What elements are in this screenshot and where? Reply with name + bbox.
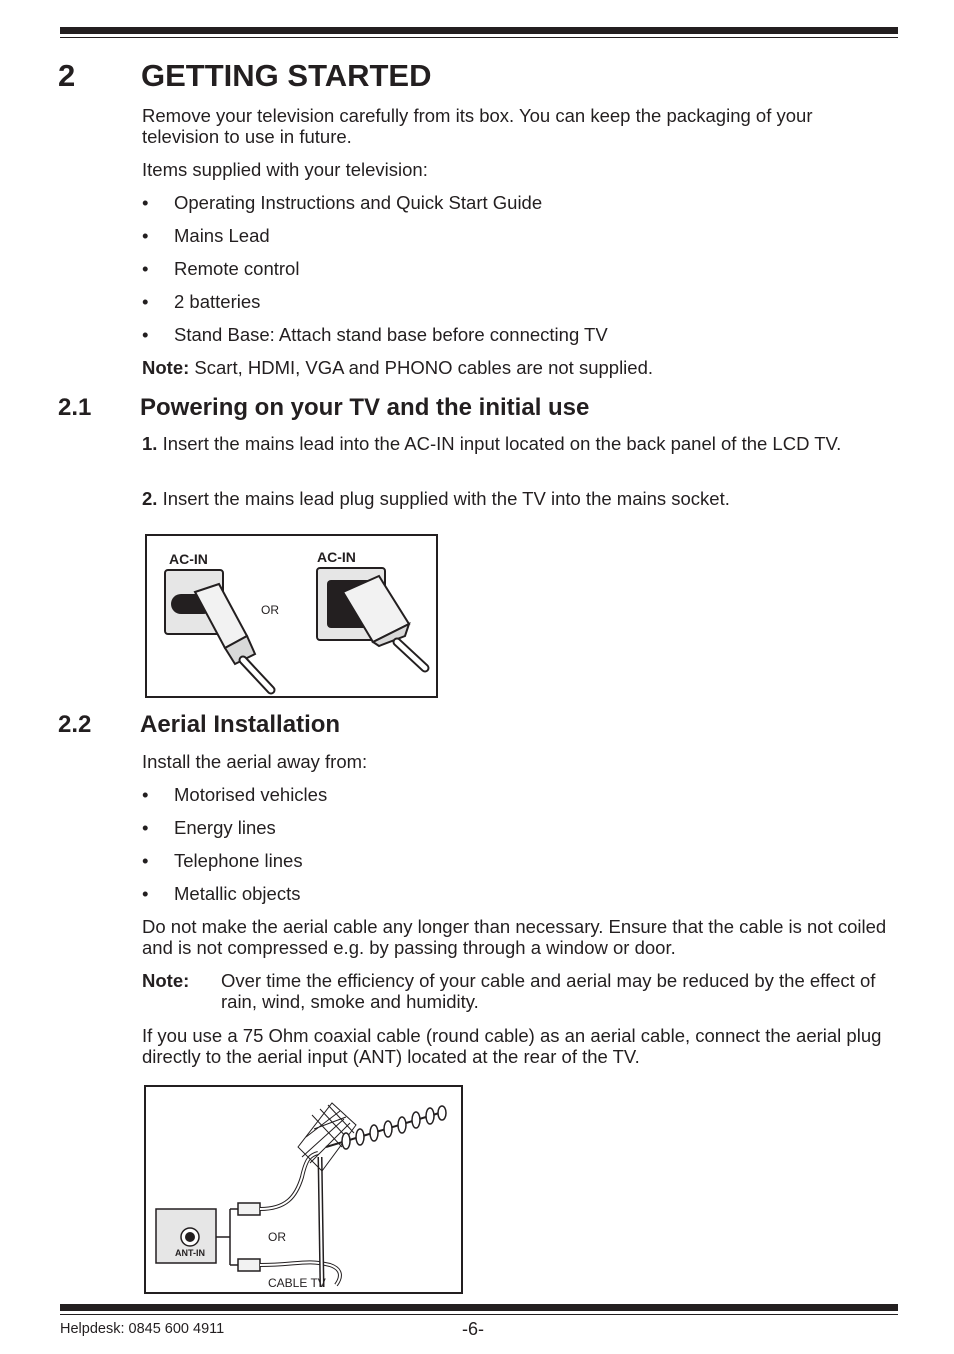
aerial-intro: Install the aerial away from: [142, 751, 368, 772]
items-intro: Items supplied with your television: [142, 159, 428, 180]
aerial-figure [144, 1085, 463, 1294]
intro-paragraph: Remove your television carefully from its box. You can keep the packaging of your television to use in future. [142, 105, 813, 147]
step-1: 1. Insert the mains lead into the AC-IN input located on the back panel of the LCD TV. [142, 433, 842, 454]
helpdesk-text: Helpdesk: 0845 600 4911 [60, 1321, 225, 1337]
subsection-number-2-2: 2.2 [58, 711, 92, 738]
coax-paragraph: If you use a 75 Ohm coaxial cable (round cable) as an aerial cable, connect the aerial plug directly to the aerial input (ANT) located at the rear of the TV. [142, 1025, 882, 1067]
subsection-title-2-2: Aerial Installation [140, 711, 341, 738]
or-label: OR [268, 1230, 286, 1244]
step-2: 2. Insert the mains lead plug supplied with the TV into the mains socket. [142, 488, 730, 509]
ac-in-illustration [147, 536, 436, 696]
ant-in-label: ANT-IN [175, 1248, 205, 1258]
header-rule [60, 27, 898, 38]
ac-in-label-left: AC-IN [169, 551, 208, 567]
intro-note: Note: Scart, HDMI, VGA and PHONO cables are not supplied. [142, 357, 654, 378]
ac-in-figure [145, 534, 438, 698]
ac-in-label-right: AC-IN [317, 549, 356, 565]
aerial-cable-paragraph: Do not make the aerial cable any longer than necessary. Ensure that the cable is not coiled and is not compressed e.g. by passing through a window or door. [142, 916, 887, 958]
aerial-note: Note: Over time the efficiency of your cable and aerial may be reduced by the effect of rain, wind, smoke and humidity. [142, 970, 876, 1012]
subsection-title-2-1: Powering on your TV and the initial use [140, 394, 590, 421]
page-number: -6- [462, 1319, 484, 1339]
aerial-illustration [146, 1087, 461, 1292]
section-number: 2 [58, 58, 76, 93]
section-title: GETTING STARTED [141, 58, 432, 93]
or-label: OR [261, 603, 279, 617]
subsection-number-2-1: 2.1 [58, 394, 92, 421]
footer-rule [60, 1304, 898, 1315]
cable-tv-label: CABLE TV [268, 1276, 326, 1290]
